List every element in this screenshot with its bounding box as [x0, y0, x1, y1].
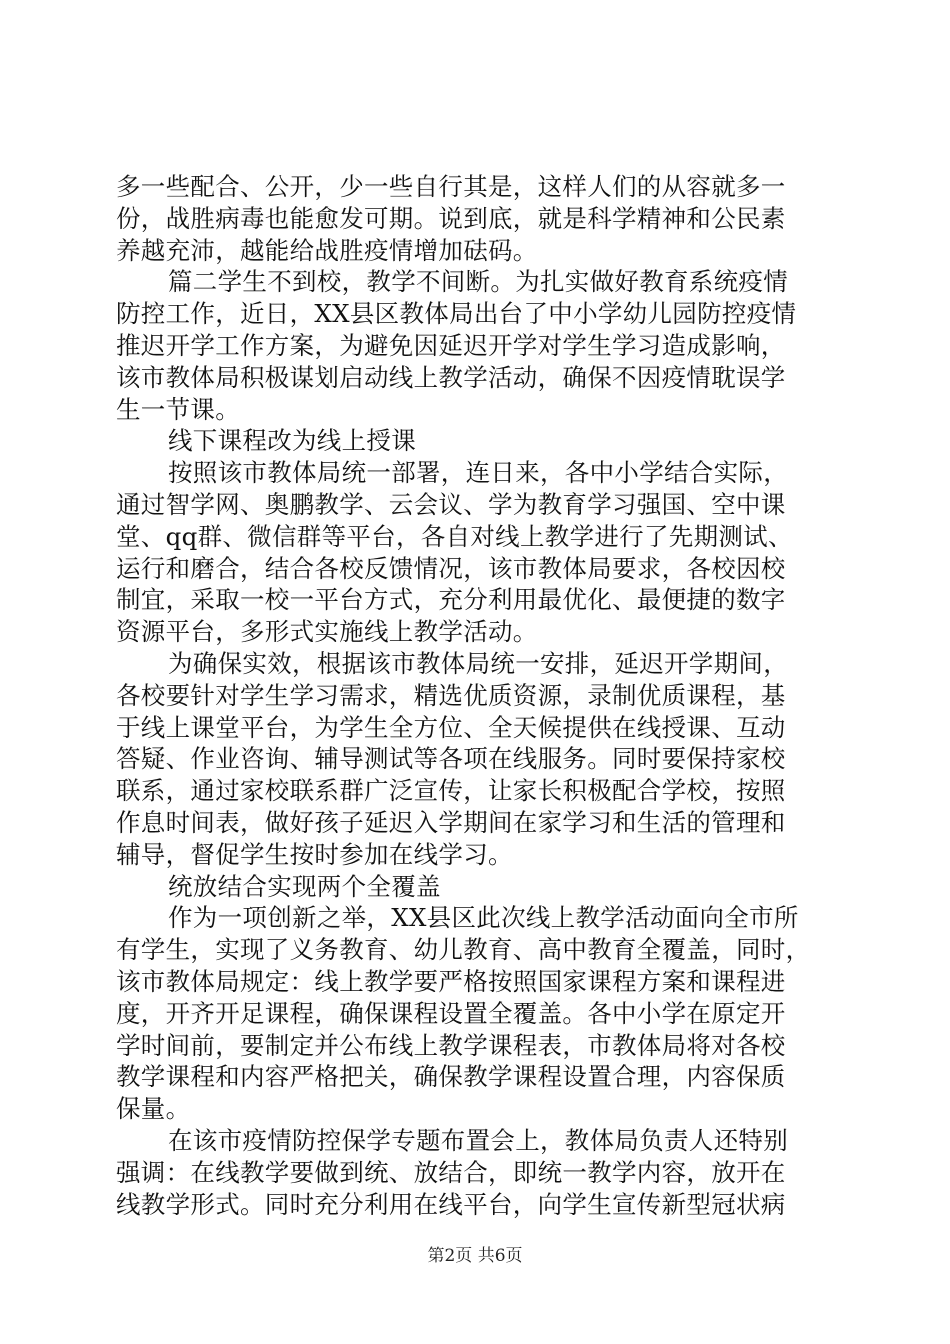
text-line: 制宜，采取一校一平台方式，充分利用最优化、最便捷的数字: [116, 585, 786, 615]
text-line: 堂、qq群、微信群等平台，各自对线上教学进行了先期测试、: [116, 521, 793, 551]
paragraph-start-line: 为确保实效，根据该市教体局统一安排，延迟开学期间，: [168, 648, 788, 678]
text-line: 各校要针对学生学习需求，精选优质资源，录制优质课程，基: [116, 680, 786, 710]
text-line: 该市教体局规定：线上教学要严格按照国家课程方案和课程进: [116, 966, 786, 996]
text-line: 作息时间表，做好孩子延迟入学期间在家学习和生活的管理和: [116, 807, 786, 837]
text-line: 度，开齐开足课程，确保课程设置全覆盖。各中小学在原定开: [116, 998, 786, 1028]
text-line: 答疑、作业咨询、辅导测试等各项在线服务。同时要保持家校: [116, 744, 786, 774]
text-line: 该市教体局积极谋划启动线上教学活动，确保不因疫情耽误学: [116, 362, 786, 392]
text-line: 辅导，督促学生按时参加在线学习。: [116, 839, 513, 869]
text-line: 份，战胜病毒也能愈发可期。说到底，就是科学精神和公民素: [116, 203, 786, 233]
text-line: 多一些配合、公开，少一些自行其是，这样人们的从容就多一: [116, 172, 786, 201]
text-line: 资源平台，多形式实施线上教学活动。: [116, 617, 538, 647]
paragraph-start-line: 按照该市教体局统一部署，连日来，各中小学结合实际，: [168, 458, 788, 488]
text-line: 推迟开学工作方案，为避免因延迟开学对学生学习造成影响，: [116, 330, 786, 360]
text-line: 教学课程和内容严格把关，确保教学课程设置合理，内容保质: [116, 1062, 786, 1092]
text-line: 防控工作，近日，XX县区教体局出台了中小学幼儿园防控疫情: [116, 299, 797, 329]
section-heading: 线下课程改为线上授课: [168, 426, 416, 456]
paragraph-start-line: 在该市疫情防控保学专题布置会上，教体局负责人还特别: [168, 1125, 788, 1155]
text-line: 联系，通过家校联系群广泛宣传，让家长积极配合学校，按照: [116, 776, 786, 806]
text-line: 有学生，实现了义务教育、幼儿教育、高中教育全覆盖，同时，: [116, 935, 811, 965]
text-line: 运行和磨合，结合各校反馈情况，该市教体局要求，各校因校: [116, 553, 786, 583]
page-footer: 第2页 共6页: [427, 1246, 523, 1266]
text-line: 保量。: [116, 1094, 191, 1124]
text-line: 于线上课堂平台，为学生全方位、全天候提供在线授课、互动: [116, 712, 786, 742]
paragraph-start-line: 篇二学生不到校，教学不间断。为扎实做好教育系统疫情: [168, 267, 788, 297]
text-line: 强调：在线教学要做到统、放结合，即统一教学内容，放开在: [116, 1157, 786, 1187]
document-body: [116, 171, 836, 1220]
paragraph-start-line: 作为一项创新之举，XX县区此次线上教学活动面向全市所: [168, 903, 799, 933]
text-line: 养越充沛，越能给战胜疫情增加砝码。: [116, 235, 538, 265]
text-line: 通过智学网、奥鹏教学、云会议、学为教育学习强国、空中课: [116, 489, 786, 519]
text-line: 线教学形式。同时充分利用在线平台，向学生宣传新型冠状病: [116, 1189, 786, 1219]
text-line: 生一节课。: [116, 394, 240, 424]
text-line: 学时间前，要制定并公布线上教学课程表，市教体局将对各校: [116, 1030, 786, 1060]
section-heading: 统放结合实现两个全覆盖: [168, 871, 441, 901]
